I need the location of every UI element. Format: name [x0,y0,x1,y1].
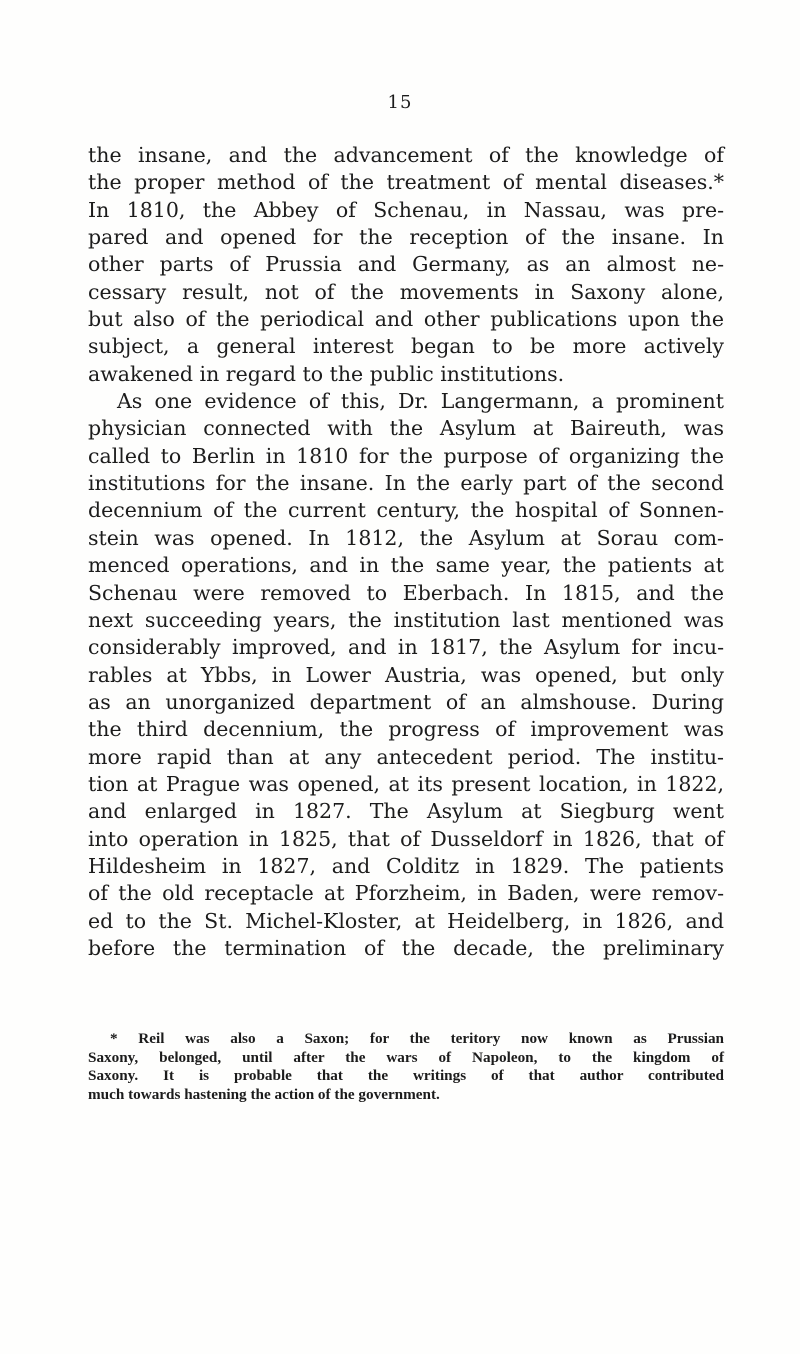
page-number: 15 [387,92,413,113]
text-line: rables at Ybbs, in Lower Austria, was opened, but only [88,662,724,687]
text-line: physician connected with the Asylum at Baireuth, was [88,416,724,441]
text-line: considerably improved, and in 1817, the Asylum for incu- [88,635,724,660]
footnote-line: * Reil was also a Saxon; for the teritory now known as Prussian [110,1030,724,1047]
text-line: pared and opened for the reception of the insane. In [88,225,724,250]
text-line: menced operations, and in the same year, the patients at [88,553,724,578]
footnote [88,1030,724,1105]
text-line: and enlarged in 1827. The Asylum at Siegburg went [88,799,724,824]
text-line: ed to the St. Michel-Kloster, at Heidelberg, in 1826, and [88,908,724,933]
text-line: the third decennium, the progress of improvement was [88,717,724,742]
text-line: In 1810, the Abbey of Schenau, in Nassau, was pre- [88,197,724,222]
text-line: as an unorganized department of an almshouse. During [88,689,724,714]
text-line: the proper method of the treatment of mental diseases.* [88,170,724,195]
text-line: stein was opened. In 1812, the Asylum at Sorau com- [88,525,724,550]
text-line: more rapid than at any antecedent period. The institu- [88,744,724,769]
footnote-line: Saxony. It is probable that the writings of that author contributed [88,1067,724,1085]
text-line: awakened in regard to the public institutions. [88,361,565,386]
text-line: Schenau were removed to Eberbach. In 1815, and the [88,580,724,605]
text-line: but also of the periodical and other publications upon the [88,307,724,332]
text-line: institutions for the insane. In the early part of the second [88,471,724,496]
text-line: before the termination of the decade, the preliminary [88,935,724,960]
text-line: cessary result, not of the movements in Saxony alone, [88,279,724,304]
text-line: Hildesheim in 1827, and Colditz in 1829. The patients [88,853,724,878]
text-line: the insane, and the advancement of the knowledge of [88,143,724,167]
footnote-line: Saxony, belonged, until after the wars of Napoleon, to the kingdom of [88,1048,724,1066]
text-line: other parts of Prussia and Germany, as an almost ne- [88,252,724,277]
text-line: tion at Prague was opened, at its present location, in 1822, [88,771,724,796]
footnote-line: much towards hastening the action of the government. [88,1086,440,1104]
text-line: next succeeding years, the institution last mentioned was [88,607,724,632]
text-line: called to Berlin in 1810 for the purpose of organizing the [88,443,724,468]
text-line: into operation in 1825, that of Dusseldorf in 1826, that of [88,826,724,851]
text-line: subject, a general interest began to be more actively [88,334,724,359]
body-text [88,142,724,962]
paragraph-start-line: As one evidence of this, Dr. Langermann, a prominent [117,389,724,414]
text-line: decennium of the current century, the hospital of Sonnen- [88,498,724,523]
text-line: of the old receptacle at Pforzheim, in Baden, were remov- [88,881,724,906]
